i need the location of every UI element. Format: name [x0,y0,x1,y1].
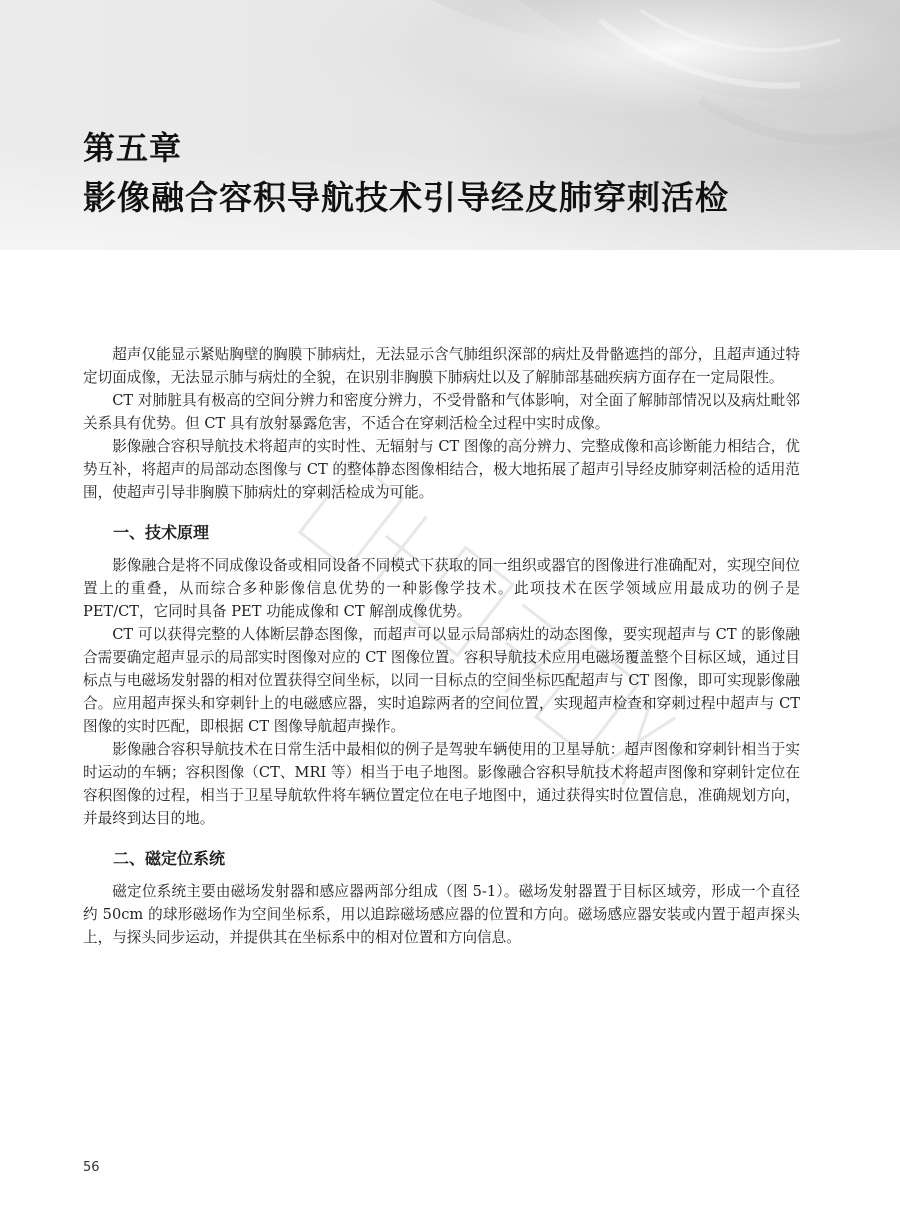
section1-paragraph-2: CT 可以获得完整的人体断层静态图像，而超声可以显示局部病灶的动态图像，要实现超声与 CT 的影像融合需要确定超声显示的局部实时图像对应的 CT 图像位置。容积导航技术应用电磁场覆盖整个目标区域，通过目标点与电磁场发射器的相对位置获得空间坐标，以同一目标点的空间坐标匹配超声与 CT 图像，即可实现影像融合。应用超声探头和穿刺针上的电磁感应器，实时追踪两者的空间位置，实现超声检查和穿刺过程中超声与 CT 图像的实时匹配，即根据 CT 图像导航超声操作。 [83,626,800,735]
section2-paragraph-1: 磁定位系统主要由磁场发射器和感应器两部分组成（图 5-1）。磁场发射器置于目标区域旁，形成一个直径约 50cm 的球形磁场作为空间坐标系，用以追踪磁场感应器的位置和方向。磁场感应器安装或内置于超声探头上，与探头同步运动，并提供其在坐标系中的相对位置和方向信息。 [83,883,800,946]
chapter-number: 第五章 [83,129,183,167]
page-number: 56 [83,1160,100,1175]
page-body [83,343,800,949]
intro-paragraph-1: 超声仅能显示紧贴胸壁的胸膜下肺病灶，无法显示含气肺组织深部的病灶及骨骼遮挡的部分，且超声通过特定切面成像，无法显示肺与病灶的全貌，在识别非胸膜下肺病灶以及了解肺部基础疾病方面存在一定局限性。 [83,346,800,386]
section1-paragraph-3: 影像融合容积导航技术在日常生活中最相似的例子是驾驶车辆使用的卫星导航：超声图像和穿刺针相当于实时运动的车辆；容积图像（CT、MRI 等）相当于电子地图。影像融合容积导航技术将超声图像和穿刺针定位在容积图像的过程，相当于卫星导航软件将车辆位置定位在电子地图中，通过获得实时位置信息，准确规划方向，并最终到达目的地。 [83,741,800,827]
section1-paragraph-1: 影像融合是将不同成像设备或相同设备不同模式下获取的同一组织或器官的图像进行准确配对，实现空间位置上的重叠，从而综合多种影像信息优势的一种影像学技术。此项技术在医学领域应用最成功的例子是 PET/CT，它同时具备 PET 功能成像和 CT 解剖成像优势。 [83,557,800,620]
section-heading-technical-principle: 一、技术原理 [113,523,210,542]
section-heading-magnetic-positioning: 二、磁定位系统 [113,849,226,868]
chapter-title: 影像融合容积导航技术引导经皮肺穿刺活检 [83,178,729,217]
chapter-banner [0,0,900,250]
intro-paragraph-3: 影像融合容积导航技术将超声的实时性、无辐射与 CT 图像的高分辨力、完整成像和高诊断能力相结合，优势互补，将超声的局部动态图像与 CT 的整体静态图像相结合，极大地拓展了超声引导经皮肺穿刺活检的适用范围，使超声引导非胸膜下肺病灶的穿刺活检成为可能。 [83,438,800,501]
intro-paragraph-2: CT 对肺脏具有极高的空间分辨力和密度分辨力，不受骨骼和气体影响，对全面了解肺部情况以及病灶毗邻关系具有优势。但 CT 具有放射暴露危害，不适合在穿刺活检全过程中实时成像。 [83,392,800,432]
